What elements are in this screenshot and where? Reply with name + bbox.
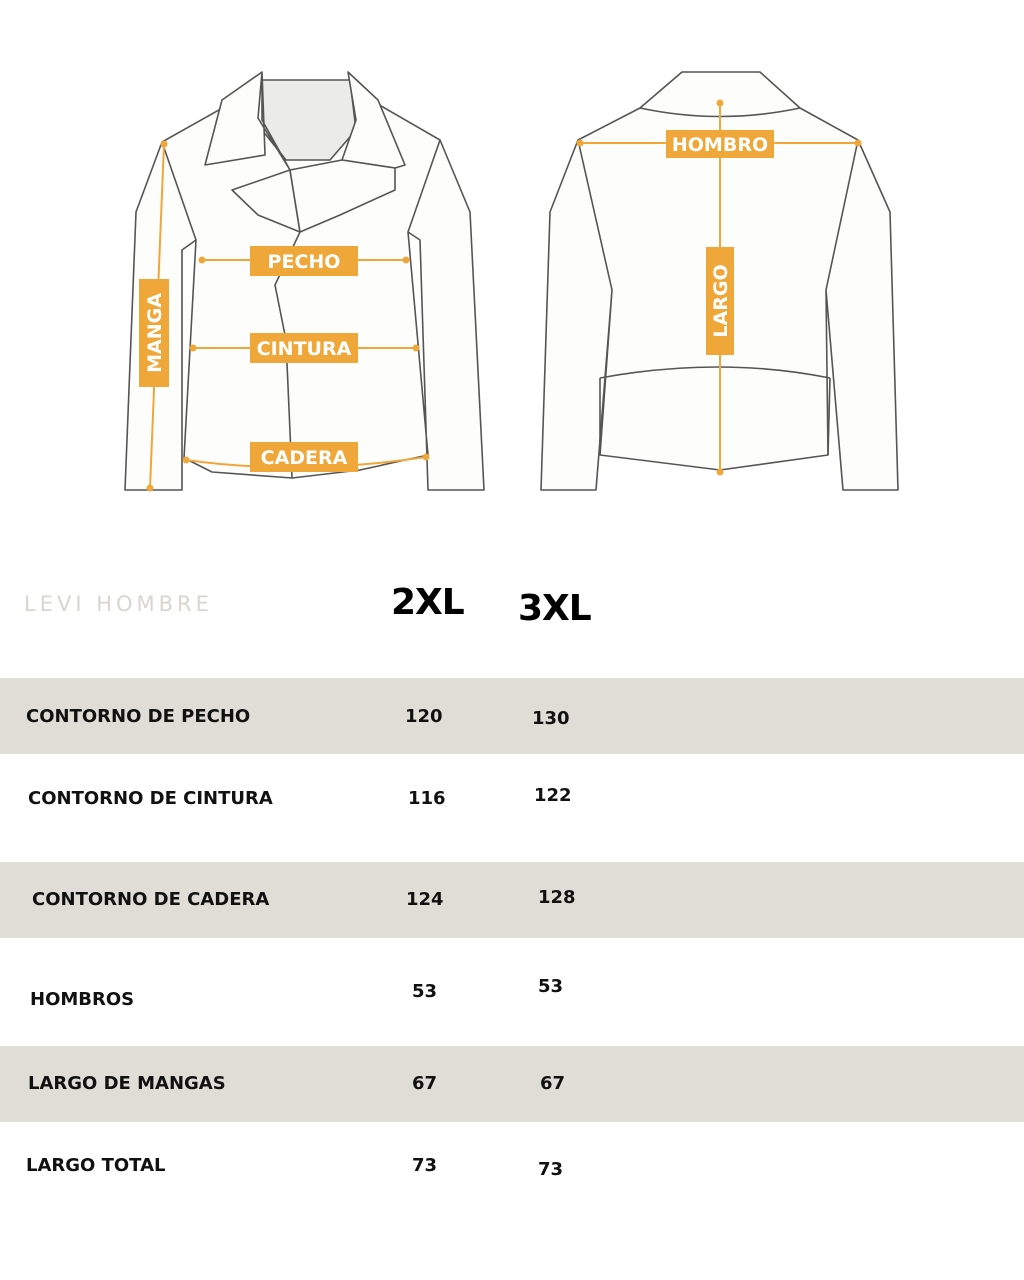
brand-title: LEVI HOMBRE (24, 592, 213, 616)
chest-tag (250, 246, 358, 276)
row-label: LARGO DE MANGAS (28, 1073, 226, 1094)
table-row (0, 1046, 1024, 1122)
table-row (0, 938, 1024, 1046)
row-value-2xl: 120 (405, 706, 443, 727)
waist-tag (250, 333, 358, 363)
row-value-2xl: 53 (412, 981, 438, 1002)
hip-label: CADERA (260, 447, 348, 469)
size-header-3xl: 3XL (518, 588, 591, 629)
row-value-2xl: 116 (408, 788, 446, 809)
row-label: CONTORNO DE CADERA (32, 889, 270, 910)
row-value-3xl: 130 (532, 708, 570, 729)
row-label: CONTORNO DE PECHO (26, 706, 251, 727)
length-label: LARGO (710, 264, 732, 338)
sleeve-tag (139, 279, 169, 387)
row-value-3xl: 122 (534, 785, 572, 806)
waist-label: CINTURA (256, 338, 352, 360)
shoulder-label: HOMBRO (671, 134, 769, 156)
row-value-2xl: 73 (412, 1155, 438, 1176)
table-row (0, 862, 1024, 938)
row-value-3xl: 128 (538, 887, 576, 908)
row-value-3xl: 53 (538, 976, 564, 997)
sleeve-label: MANGA (144, 293, 166, 373)
row-value-3xl: 73 (538, 1159, 564, 1180)
row-label: HOMBROS (30, 989, 135, 1010)
front-jacket-illustration (125, 72, 484, 490)
row-value-2xl: 67 (412, 1073, 438, 1094)
size-header-2xl: 2XL (391, 582, 464, 623)
hip-tag (250, 442, 358, 472)
row-label: CONTORNO DE CINTURA (28, 788, 273, 809)
table-row (0, 1122, 1024, 1230)
row-value-3xl: 67 (540, 1073, 566, 1094)
row-label: LARGO TOTAL (26, 1155, 166, 1176)
table-row (0, 678, 1024, 754)
table-row (0, 754, 1024, 862)
length-tag (706, 247, 734, 355)
chest-label: PECHO (267, 251, 341, 273)
shoulder-tag (666, 130, 774, 158)
jacket-measurement-diagram (0, 0, 1024, 520)
row-value-2xl: 124 (406, 889, 444, 910)
